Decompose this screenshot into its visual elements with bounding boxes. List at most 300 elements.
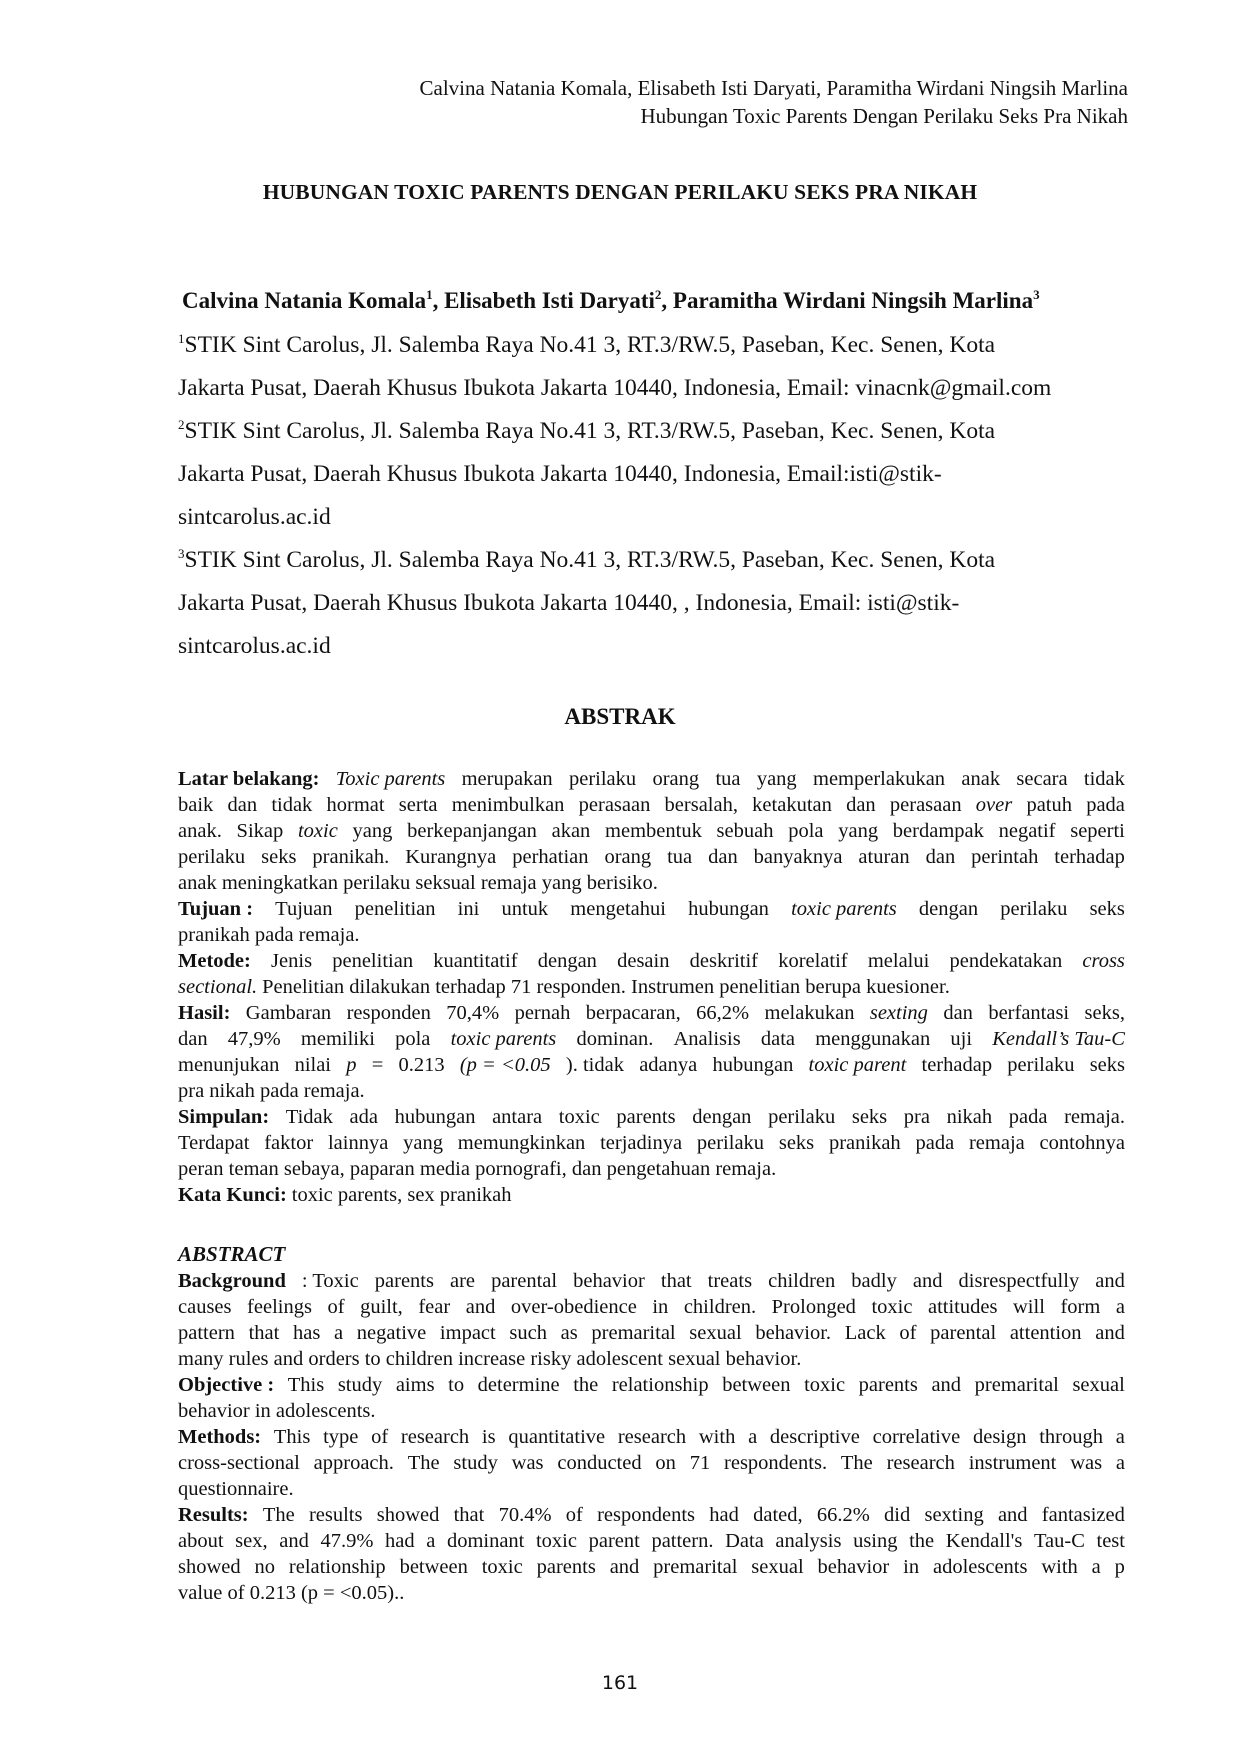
abstract-word: had bbox=[385, 1530, 415, 1552]
abstract-word: pola bbox=[395, 1028, 431, 1050]
abstract-word: antara bbox=[492, 1106, 543, 1128]
abstract-word: was bbox=[511, 1452, 544, 1474]
abstract-word: contohnya bbox=[1039, 1132, 1125, 1154]
abstract-word: parents bbox=[858, 1374, 918, 1396]
abstract-word: parent bbox=[588, 1530, 640, 1552]
abstract-word: pranikah. bbox=[312, 846, 390, 868]
abstract-line bbox=[178, 948, 1125, 974]
abstract-word: cross-sectional bbox=[178, 1452, 300, 1474]
abstract-word: descriptive bbox=[769, 1426, 860, 1448]
abstract-word: melakukan bbox=[764, 1002, 855, 1024]
abstract-word: toxic parents, sex pranikah bbox=[291, 1184, 512, 1206]
abstract-word: desain bbox=[617, 950, 670, 972]
abstract-label: Methods: bbox=[178, 1426, 262, 1448]
abstract-word: had bbox=[709, 1504, 739, 1526]
abstract-word: 0.213 bbox=[398, 1054, 445, 1076]
abstract-word: pra bbox=[903, 1106, 930, 1128]
author-list bbox=[182, 288, 1142, 314]
abstract-word: between bbox=[722, 1374, 791, 1396]
author-affiliation-mark: 2 bbox=[654, 287, 662, 302]
abstract-word: Sikap bbox=[236, 820, 284, 842]
abstract-word: Kurangnya bbox=[405, 846, 497, 868]
abstract-label: Simpulan: bbox=[178, 1106, 270, 1128]
abstract-line bbox=[178, 896, 1125, 922]
affiliation-mark: 3 bbox=[178, 546, 185, 561]
abstract-word: terhadap bbox=[1054, 846, 1125, 868]
abstract-word: The bbox=[262, 1504, 295, 1526]
abstract-line bbox=[178, 766, 1125, 792]
abstract-word: as bbox=[560, 1322, 578, 1344]
abstract-word: ada bbox=[349, 1106, 378, 1128]
abstract-word: peran teman sebaya, paparan media pornografi, dan pengetahuan remaja. bbox=[178, 1158, 777, 1180]
abstract-word: perasaan bbox=[889, 794, 962, 816]
abstract-word: questionnaire. bbox=[178, 1478, 294, 1500]
abstract-word: p bbox=[1114, 1556, 1125, 1578]
abstract-word: dengan bbox=[918, 898, 979, 920]
abstract-line bbox=[178, 1026, 1125, 1052]
abstract-word: behavior. bbox=[755, 1322, 832, 1344]
abstract-word: dan bbox=[943, 1002, 973, 1024]
abstract-label: Objective : bbox=[178, 1374, 275, 1396]
abstract-word: the bbox=[909, 1530, 935, 1552]
abstract-word: toxic bbox=[871, 1296, 913, 1318]
abstract-word: penelitian bbox=[354, 898, 436, 920]
abstract-word: and bbox=[609, 1556, 640, 1578]
abstract-word: a bbox=[334, 1322, 344, 1344]
abstract-word: instrument bbox=[968, 1452, 1057, 1474]
paper-title: HUBUNGAN TOXIC PARENTS DENGAN PERILAKU SEKS PRA NIKAH bbox=[262, 180, 978, 204]
abstract-word: sexual bbox=[751, 1556, 804, 1578]
abstract-line bbox=[178, 1372, 1125, 1398]
abstract-word: banyaknya bbox=[753, 846, 843, 868]
abstract-line bbox=[178, 1320, 1125, 1346]
author-separator: , bbox=[432, 288, 445, 313]
abstract-word: lainnya bbox=[327, 1132, 389, 1154]
abstract-word: 47,9% bbox=[227, 1028, 281, 1050]
abstract-section bbox=[178, 1241, 1125, 1606]
abstract-word: anak. bbox=[178, 820, 222, 842]
abstract-word: Gambaran bbox=[245, 1002, 332, 1024]
abstract-word: tidak bbox=[271, 794, 313, 816]
abstract-word: impact bbox=[439, 1322, 496, 1344]
abstract-word: negative bbox=[356, 1322, 427, 1344]
abstract-word: parental bbox=[491, 1270, 558, 1292]
abstract-word: toxic parents bbox=[791, 898, 897, 920]
abstract-word: dan bbox=[708, 846, 738, 868]
abstract-word: Data bbox=[725, 1530, 764, 1552]
abstract-word: of bbox=[371, 1426, 389, 1448]
abstract-word: Prolonged bbox=[771, 1296, 856, 1318]
abstract-word: about bbox=[178, 1530, 224, 1552]
affiliation-2 bbox=[178, 410, 1123, 539]
abstract-word: negatif bbox=[998, 820, 1056, 842]
affiliation-line: Jakarta Pusat, Daerah Khusus Ibukota Jakarta 10440, Indonesia, Email:isti@stik- bbox=[178, 461, 942, 487]
abstract-word: baik bbox=[178, 794, 214, 816]
abstract-word: between bbox=[399, 1556, 468, 1578]
abstract-word: through bbox=[1039, 1426, 1104, 1448]
abstract-word: and bbox=[465, 1296, 496, 1318]
abstract-line bbox=[178, 1476, 1125, 1502]
abstract-line bbox=[178, 1554, 1125, 1580]
abstract-word: type bbox=[323, 1426, 359, 1448]
abstract-word: perilaku bbox=[178, 846, 246, 868]
affiliation-line: STIK Sint Carolus, Jl. Salemba Raya No.41 3, RT.3/RW.5, Paseban, Kec. Senen, Kota bbox=[184, 547, 996, 573]
abstract-word: penelitian bbox=[332, 950, 414, 972]
abstract-word: dengan bbox=[692, 1106, 752, 1128]
abstract-word: research bbox=[886, 1452, 955, 1474]
abstract-word: pernah bbox=[514, 1002, 571, 1024]
abstract-word: form bbox=[1060, 1296, 1101, 1318]
abstract-word: behavior bbox=[573, 1270, 645, 1292]
abstract-word: ini bbox=[457, 898, 480, 920]
abstract-word: berdampak bbox=[892, 820, 984, 842]
abstract-word: a bbox=[1115, 1426, 1125, 1448]
affiliation-mark: 1 bbox=[178, 331, 185, 346]
abstract-word: behavior in adolescents. bbox=[178, 1400, 376, 1422]
abstract-word: and bbox=[997, 1504, 1028, 1526]
abstract-word: memperlakukan bbox=[813, 768, 946, 790]
abstract-label: Tujuan : bbox=[178, 898, 254, 920]
abstract-word: dengan bbox=[537, 950, 597, 972]
abstract-word: melalui bbox=[867, 950, 930, 972]
abstract-word: perilaku bbox=[1007, 1054, 1075, 1076]
abstract-word: behavior bbox=[817, 1556, 890, 1578]
author-separator: , bbox=[661, 288, 673, 313]
abstract-line bbox=[178, 1268, 1125, 1294]
abstract-word: a bbox=[1115, 1452, 1125, 1474]
abstract-word: tua bbox=[667, 846, 693, 868]
abstract-word: sectional. bbox=[178, 976, 258, 998]
abstract-word: berkepanjangan bbox=[407, 820, 537, 842]
abstract-word: toxic bbox=[804, 1374, 846, 1396]
abstract-word: (p = <0.05 bbox=[459, 1054, 551, 1076]
abstract-word: respondents. bbox=[724, 1452, 828, 1474]
running-header-title: Hubungan Toxic Parents Dengan Perilaku Seks Pra Nikah bbox=[640, 104, 1128, 128]
abstract-word: over-obedience bbox=[510, 1296, 637, 1318]
abstract-word: bersalah, bbox=[664, 794, 738, 816]
abstract-word: kuantitatif bbox=[433, 950, 518, 972]
affiliation-1 bbox=[178, 324, 1123, 410]
abstract-heading: ABSTRACT bbox=[178, 1242, 286, 1266]
abstract-word: nikah bbox=[946, 1106, 993, 1128]
abstract-word: berpacaran, bbox=[585, 1002, 681, 1024]
abstract-word: such bbox=[509, 1322, 547, 1344]
abstract-word: and bbox=[1095, 1270, 1125, 1292]
abstract-word: pra nikah pada remaja. bbox=[178, 1080, 365, 1102]
abstract-word: dan bbox=[925, 846, 956, 868]
abstract-word: pada bbox=[1008, 1106, 1048, 1128]
abstract-word: will bbox=[1013, 1296, 1045, 1318]
abstract-word: that bbox=[453, 1504, 485, 1526]
abstract-line bbox=[178, 1450, 1125, 1476]
abstract-word: a bbox=[426, 1530, 436, 1552]
abstract-word: respondents bbox=[597, 1504, 696, 1526]
abstract-body bbox=[178, 1268, 1125, 1606]
author-name: Elisabeth Isti Daryati bbox=[444, 288, 655, 313]
abstract-word: a bbox=[1115, 1296, 1125, 1318]
abstract-word: study bbox=[453, 1452, 498, 1474]
abstract-word: tidak bbox=[1083, 768, 1125, 790]
abstract-word: premarital bbox=[974, 1374, 1059, 1396]
abstract-word: p bbox=[346, 1054, 357, 1076]
affiliation-line: sintcarolus.ac.id bbox=[178, 633, 331, 659]
abstract-word: terjadinya bbox=[600, 1132, 683, 1154]
abstract-line bbox=[178, 1580, 1125, 1606]
abstract-word: perilaku bbox=[1000, 898, 1068, 920]
abstract-word: toxic bbox=[535, 1530, 577, 1552]
abstract-line bbox=[178, 1398, 1125, 1424]
abstract-word: seperti bbox=[1070, 820, 1125, 842]
abstract-word: menimbulkan bbox=[451, 794, 565, 816]
abstract-line bbox=[178, 922, 1125, 948]
abstract-word: akan bbox=[551, 820, 591, 842]
abstract-word: parents bbox=[616, 1106, 676, 1128]
abstract-word: secara bbox=[1016, 768, 1068, 790]
abstract-word: feelings bbox=[247, 1296, 312, 1318]
abstract-word: dan bbox=[178, 1028, 208, 1050]
abstract-line bbox=[178, 1156, 1125, 1182]
abstract-word: hubungan bbox=[712, 1054, 794, 1076]
author-affiliation-mark: 3 bbox=[1033, 287, 1040, 302]
running-header-authors: Calvina Natania Komala, Elisabeth Isti Daryati, Paramitha Wirdani Ningsih Marlina bbox=[419, 76, 1128, 100]
abstract-word: and bbox=[279, 1530, 309, 1552]
abstract-word: adolescents bbox=[932, 1556, 1028, 1578]
abstract-word: disrespectfully bbox=[958, 1270, 1080, 1292]
abstract-word: toxic parents bbox=[450, 1028, 557, 1050]
abstract-word: perasaan bbox=[578, 794, 651, 816]
abstract-line bbox=[178, 1000, 1125, 1026]
abstract-word: over bbox=[975, 794, 1013, 816]
abstract-word: = bbox=[371, 1054, 384, 1076]
abstract-word: dan bbox=[227, 794, 258, 816]
abstract-word: adanya bbox=[639, 1054, 698, 1076]
abstract-word: toxic bbox=[558, 1106, 600, 1128]
abstrak-body bbox=[178, 766, 1125, 1208]
affiliation-line: STIK Sint Carolus, Jl. Salemba Raya No.41 3, RT.3/RW.5, Paseban, Kec. Senen, Kota bbox=[184, 332, 996, 358]
abstract-word: pada bbox=[915, 1132, 955, 1154]
abstract-word: remaja. bbox=[1064, 1106, 1125, 1128]
abstract-word: fear bbox=[418, 1296, 451, 1318]
abstract-line bbox=[178, 1346, 1125, 1372]
abstract-word: terhadap bbox=[921, 1054, 993, 1076]
abstract-word: the bbox=[573, 1374, 599, 1396]
abstract-line bbox=[178, 844, 1125, 870]
author-affiliation-mark: 1 bbox=[426, 287, 433, 302]
abstract-word: Tau-C bbox=[1033, 1530, 1085, 1552]
abstract-line bbox=[178, 1528, 1125, 1554]
abstract-line bbox=[178, 1502, 1125, 1528]
abstract-word: and bbox=[1095, 1322, 1125, 1344]
abstract-word: Tidak bbox=[285, 1106, 333, 1128]
abstract-word: sexting bbox=[924, 1504, 984, 1526]
abstract-word: dominant bbox=[446, 1530, 525, 1552]
abstract-word: orang bbox=[604, 846, 652, 868]
abstract-label: Hasil: bbox=[178, 1002, 231, 1024]
abstract-word: dated, bbox=[753, 1504, 803, 1526]
abstract-word: merupakan bbox=[461, 768, 553, 790]
abstract-word: cross bbox=[1082, 950, 1125, 972]
abstract-word: toxic bbox=[297, 820, 338, 842]
abstract-word: attitudes bbox=[928, 1296, 998, 1318]
abstract-word: toxic bbox=[481, 1556, 523, 1578]
abstract-word: Toxic parents bbox=[335, 768, 446, 790]
abstract-word: many rules and orders to children increase risky adolescent sexual behavior. bbox=[178, 1348, 802, 1370]
abstract-word: with bbox=[1041, 1556, 1078, 1578]
abstract-label: Latar belakang: bbox=[178, 768, 320, 790]
abstract-word: This bbox=[287, 1374, 325, 1396]
abstract-word: pada bbox=[1086, 794, 1125, 816]
abstract-line bbox=[178, 1078, 1125, 1104]
abstract-word: yang bbox=[756, 768, 797, 790]
abstract-word: 66.2% bbox=[816, 1504, 870, 1526]
abstract-word: sexting bbox=[869, 1002, 928, 1024]
abstract-word: hubungan bbox=[688, 898, 769, 920]
abstract-line bbox=[178, 870, 1125, 896]
abstract-word: seks bbox=[1089, 898, 1125, 920]
abstract-word: The bbox=[407, 1452, 440, 1474]
abstract-word: fantasized bbox=[1041, 1504, 1125, 1526]
abstract-word: to bbox=[448, 1374, 465, 1396]
abstract-word: approach. bbox=[313, 1452, 394, 1474]
abstract-word: 66,2% bbox=[696, 1002, 750, 1024]
abstract-word: untuk bbox=[501, 898, 549, 920]
abstract-label: Results: bbox=[178, 1504, 249, 1526]
abstract-word: parents bbox=[374, 1270, 434, 1292]
abstract-word: The bbox=[840, 1452, 873, 1474]
abstract-label: Kata Kunci: bbox=[178, 1184, 287, 1206]
abstract-label: Background bbox=[178, 1270, 286, 1292]
affiliation-line: Jakarta Pusat, Daerah Khusus Ibukota Jakarta 10440, Indonesia, Email: vinacnk@gmail.com bbox=[178, 375, 1052, 401]
abstract-word: Lack bbox=[844, 1322, 886, 1344]
abstract-line bbox=[178, 818, 1125, 844]
abstract-word: determine bbox=[477, 1374, 560, 1396]
abstract-word: using bbox=[853, 1530, 898, 1552]
abstract-word: faktor bbox=[264, 1132, 314, 1154]
abstract-word: test bbox=[1096, 1530, 1125, 1552]
abstract-word: sexual bbox=[1072, 1374, 1125, 1396]
abstract-word: treats bbox=[707, 1270, 753, 1292]
abstrak-heading: ABSTRAK bbox=[564, 704, 676, 729]
abstract-word: are bbox=[450, 1270, 476, 1292]
abstract-word: uji bbox=[950, 1028, 973, 1050]
abstract-word: in bbox=[903, 1556, 920, 1578]
abstract-word: conducted bbox=[557, 1452, 642, 1474]
abstract-word: of bbox=[327, 1296, 345, 1318]
abstract-word: sex, bbox=[235, 1530, 268, 1552]
abstract-word: attention bbox=[1009, 1322, 1082, 1344]
abstract-word: seks bbox=[851, 1106, 888, 1128]
abstract-word: 70.4% bbox=[498, 1504, 552, 1526]
abstract-word: that bbox=[248, 1322, 280, 1344]
abstract-word: Penelitian dilakukan terhadap 71 responden. Instrumen penelitian berupa kuesioner. bbox=[262, 976, 950, 998]
abstract-line bbox=[178, 1130, 1125, 1156]
affiliation-line: Jakarta Pusat, Daerah Khusus Ibukota Jakarta 10440, , Indonesia, Email: isti@stik- bbox=[178, 590, 960, 616]
abstract-word: quantitative bbox=[508, 1426, 606, 1448]
abstract-word: pattern bbox=[178, 1322, 235, 1344]
abstract-word: Analisis bbox=[673, 1028, 741, 1050]
abstract-word: 70,4% bbox=[446, 1002, 500, 1024]
running-header bbox=[228, 74, 1128, 130]
abstract-word: seks bbox=[1089, 1054, 1125, 1076]
abstract-word: a bbox=[748, 1426, 758, 1448]
abstract-word: did bbox=[884, 1504, 911, 1526]
abstract-word: that bbox=[660, 1270, 692, 1292]
abstract-word: guilt, bbox=[360, 1296, 403, 1318]
abstract-word: value of 0.213 (p = <0.05).. bbox=[178, 1582, 405, 1604]
abstract-word: perilaku bbox=[696, 1132, 765, 1154]
abstract-word: data bbox=[760, 1028, 796, 1050]
abstract-word: children bbox=[768, 1270, 836, 1292]
abstract-word: aims bbox=[395, 1374, 435, 1396]
abstract-word: analysis bbox=[775, 1530, 842, 1552]
abstract-word: causes bbox=[178, 1296, 232, 1318]
abstract-line bbox=[178, 1052, 1125, 1078]
author-name: Paramitha Wirdani Ningsih Marlina bbox=[672, 288, 1034, 313]
abstract-word: Jenis bbox=[271, 950, 313, 972]
abstract-word: Terdapat bbox=[178, 1132, 250, 1154]
abstract-word: ). tidak bbox=[565, 1054, 624, 1076]
abstract-word: : Toxic bbox=[301, 1270, 359, 1292]
abstract-word: responden bbox=[346, 1002, 431, 1024]
abstract-word: seks bbox=[778, 1132, 815, 1154]
abstract-word: korelatif bbox=[778, 950, 848, 972]
abstract-word: mengetahui bbox=[570, 898, 666, 920]
abstract-word: perhatian bbox=[512, 846, 589, 868]
abstract-word: and bbox=[931, 1374, 962, 1396]
abstract-word: Kendall’s Tau-C bbox=[992, 1028, 1125, 1050]
abstract-word: has bbox=[293, 1322, 321, 1344]
abstract-word: results bbox=[308, 1504, 363, 1526]
abstract-word: correlative bbox=[872, 1426, 961, 1448]
abstract-word: membentuk bbox=[605, 820, 702, 842]
abstract-word: dominan. bbox=[576, 1028, 654, 1050]
abstract-word: research bbox=[400, 1426, 470, 1448]
author-name: Calvina Natania Komala bbox=[182, 288, 427, 313]
abstract-word: toxic parent bbox=[808, 1054, 907, 1076]
affiliation-mark: 2 bbox=[178, 417, 185, 432]
abstract-word: nilai bbox=[294, 1054, 331, 1076]
abstract-word: sebuah bbox=[716, 820, 774, 842]
abstract-word: is bbox=[481, 1426, 496, 1448]
abstract-word: relationship bbox=[288, 1556, 386, 1578]
abstract-word: pranikah bbox=[828, 1132, 901, 1154]
abstract-line bbox=[178, 974, 1125, 1000]
abstract-word: berfantasi bbox=[988, 1002, 1070, 1024]
abstract-line bbox=[178, 792, 1125, 818]
abstract-line bbox=[178, 1294, 1125, 1320]
abstract-word: aturan bbox=[858, 846, 910, 868]
abstract-word: pola bbox=[788, 820, 824, 842]
abstract-word: seks, bbox=[1084, 1002, 1125, 1024]
abstract-word: 71 bbox=[689, 1452, 711, 1474]
abstract-word: dan bbox=[846, 794, 876, 816]
abstract-word: premarital bbox=[653, 1556, 738, 1578]
abstract-word: children. bbox=[683, 1296, 757, 1318]
abstract-word: relationship bbox=[611, 1374, 709, 1396]
abstract-line bbox=[178, 1104, 1125, 1130]
abstract-word: tua bbox=[715, 768, 741, 790]
abstract-word: perilaku bbox=[768, 1106, 836, 1128]
abstract-word: was bbox=[1070, 1452, 1103, 1474]
abstract-word: pendekatakan bbox=[949, 950, 1063, 972]
abstract-word: badly bbox=[851, 1270, 897, 1292]
abstract-word: patuh bbox=[1026, 794, 1072, 816]
abstract-word: design bbox=[972, 1426, 1027, 1448]
abstract-word: research bbox=[617, 1426, 687, 1448]
affiliation-line: STIK Sint Carolus, Jl. Salemba Raya No.41 3, RT.3/RW.5, Paseban, Kec. Senen, Kota bbox=[184, 418, 996, 444]
abstract-word: This bbox=[273, 1426, 311, 1448]
abstract-word: hormat bbox=[326, 794, 385, 816]
